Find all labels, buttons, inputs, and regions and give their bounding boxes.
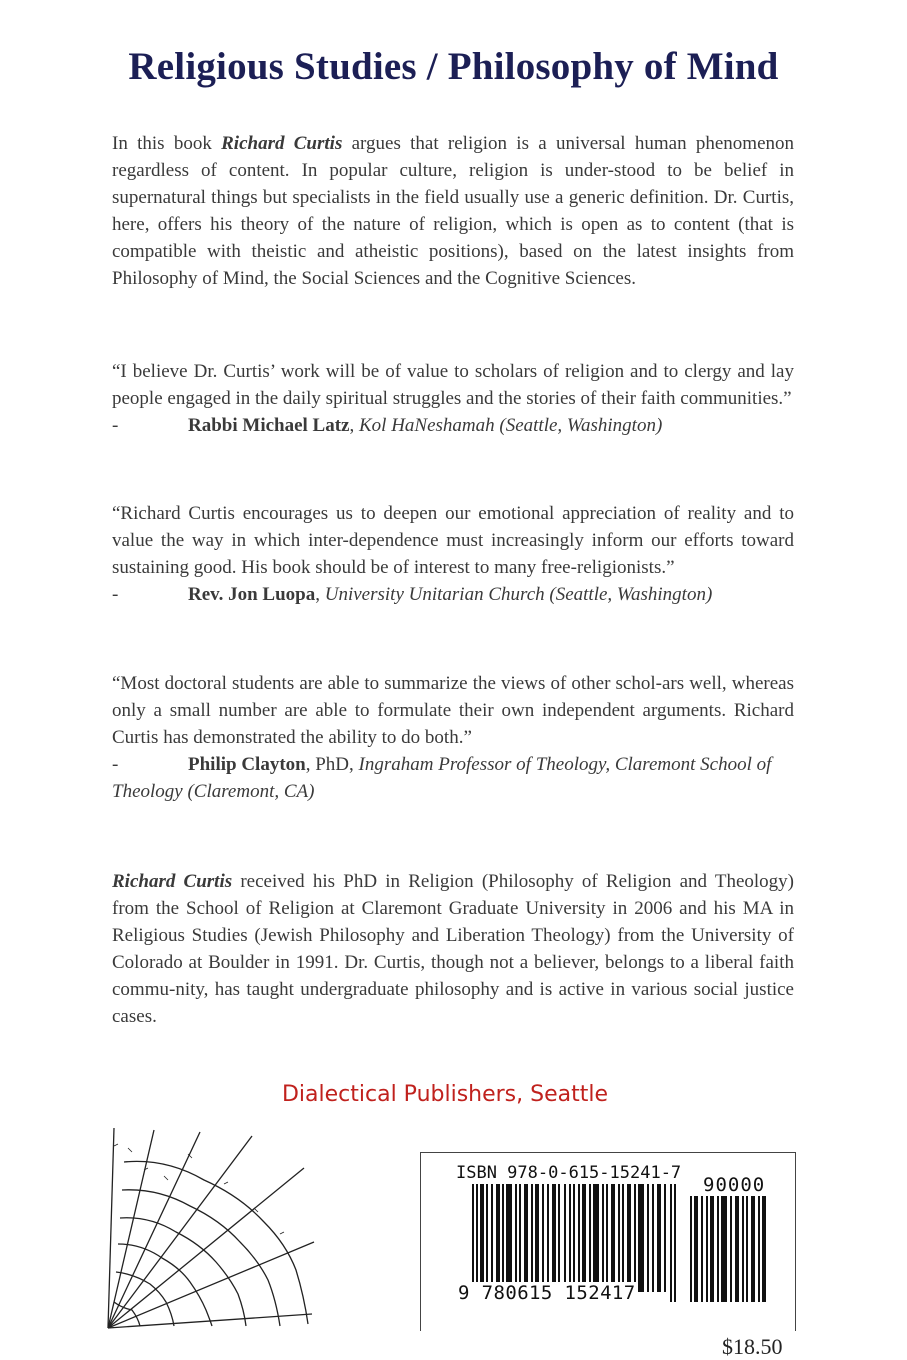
barcode-addon <box>690 1196 770 1302</box>
blurb-author: Rev. Jon Luopa <box>188 584 316 605</box>
blurb-attribution: - Philip Clayton, PhD, Ingraham Professor of Theology, Claremont School of Theology (Claremont, CA) <box>112 754 772 802</box>
book-title: Religious Studies / Philosophy of Mind <box>128 45 779 88</box>
blurb-attribution: - Rev. Jon Luopa, University Unitarian Church (Seattle, Washington) <box>112 584 713 605</box>
blurb-author: Philip Clayton <box>188 754 306 775</box>
blurb-attribution: - Rabbi Michael Latz, Kol HaNeshamah (Seattle, Washington) <box>112 415 663 436</box>
blurb-author: Rabbi Michael Latz <box>188 415 350 436</box>
author-name: Richard Curtis <box>112 871 233 892</box>
isbn-label: ISBN 978-0-615-15241-7 <box>456 1163 682 1183</box>
blurb-affiliation: University Unitarian Church (Seattle, Washington) <box>324 584 713 605</box>
author-bio: Richard Curtis received his PhD in Religion (Philosophy of Religion and Theology) from the School of Religion at Claremont Graduate University in 2006 and his MA in Religious Studies (Jewish Philosophy and Liberation Theology) from the University of Colorado at Boulder in 1991. Dr. Curtis, though not a believer, belongs to a liberal faith commu-nity, has taught undergraduate philosophy and is active in various social justice cases. <box>112 871 794 1027</box>
intro-paragraph: In this book Richard Curtis argues that religion is a universal human phenomenon regardless of content. In popular culture, religion is under-stood to be belief in supernatural things but specialists in the field usually use a generic definition. Dr. Curtis, here, offers his theory of the nature of religion, which is open as to content (that is compatible with theistic and atheistic positions), based on the latest insights from Philosophy of Mind, the Social Sciences and the Cognitive Sciences. <box>112 133 795 289</box>
blurb-latz <box>112 358 794 439</box>
blurb-clayton <box>112 670 794 805</box>
barcode-addon-digits: 90000 <box>703 1174 766 1196</box>
barcode-digits: 9 780615 152417 <box>458 1282 636 1304</box>
blurb-quote: “I believe Dr. Curtis’ work will be of value to scholars of religion and to clergy and lay people engaged in the daily spiritual struggles and the stories of their faith communities.” <box>112 361 794 409</box>
blurb-luopa <box>112 500 794 608</box>
publisher-line: Dialectical Publishers, Seattle <box>281 1082 609 1107</box>
blurb-affiliation: Kol HaNeshamah (Seattle, Washington) <box>359 415 663 436</box>
author-name: Richard Curtis <box>221 133 343 154</box>
blurb-quote: “Richard Curtis encourages us to deepen our emotional appreciation of reality and to value the way in which inter-dependence must increasingly inform our efforts toward sustaining good. His book should be of interest to many free-religionists.” <box>112 503 794 578</box>
spider-web-icon <box>104 1124 319 1332</box>
blurb-quote: “Most doctoral students are able to summarize the views of other schol-ars well, whereas only a small number are able to formulate their own independent arguments. Richard Curtis has demonstrated the ability to do both.” <box>112 673 794 748</box>
price: $18.50 <box>722 1334 783 1359</box>
blurb-affiliation: Ingraham Professor of Theology, Claremont School of Theology (Claremont, CA) <box>112 754 772 802</box>
